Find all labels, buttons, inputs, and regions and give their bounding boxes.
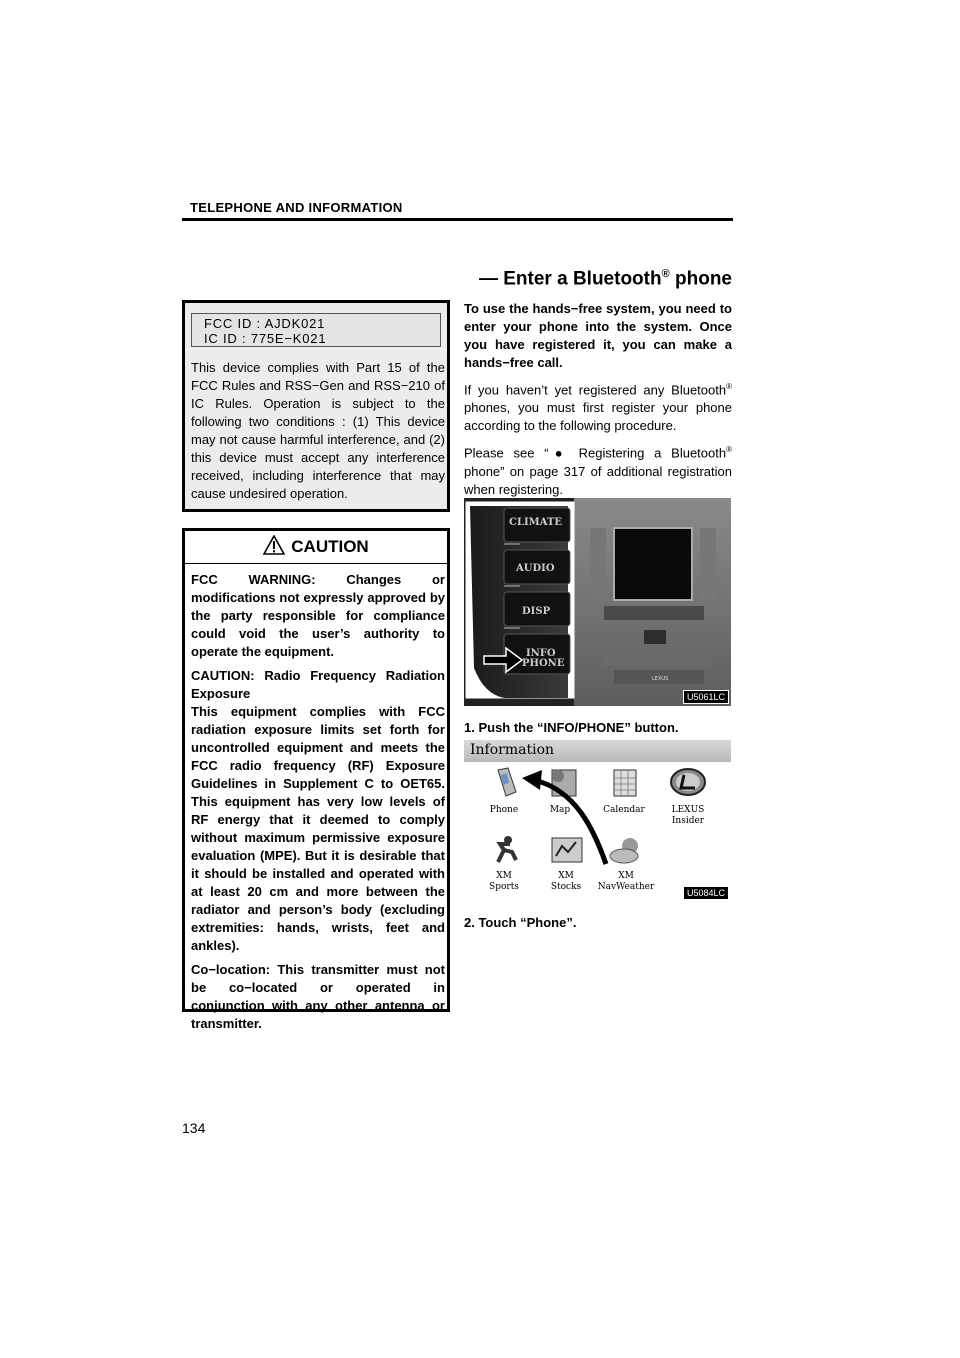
figure-code: U5061LC bbox=[683, 690, 729, 704]
tile-label: XM bbox=[496, 871, 512, 881]
fcc-id-box bbox=[191, 313, 441, 347]
fcc-notice-box bbox=[182, 300, 450, 512]
warning-triangle-icon bbox=[263, 535, 285, 560]
tile-label: LEXUS bbox=[671, 805, 705, 815]
info-label: INFO bbox=[526, 648, 556, 659]
intro-text-column bbox=[464, 300, 732, 505]
heading-suffix: phone bbox=[669, 268, 732, 290]
tile-sublabel: Stocks bbox=[550, 882, 582, 892]
register-text-b: phones, you must first register your phone according to the following procedure. bbox=[464, 400, 732, 434]
co-location: Co−location: This transmitter must not be co−located or operated in conjunction with any other antenna or transmitter. bbox=[191, 962, 445, 1031]
registered-mark: ® bbox=[726, 445, 732, 455]
climate-label: CLIMATE bbox=[509, 517, 563, 528]
information-screen bbox=[464, 740, 731, 902]
register-text-a: If you haven’t yet registered any Bluetooth bbox=[464, 382, 727, 398]
dashboard-illustration bbox=[464, 498, 731, 706]
caution-body bbox=[191, 571, 445, 1039]
tile-label: Phone bbox=[489, 805, 519, 815]
page-number: 134 bbox=[182, 1120, 206, 1136]
rf-exposure-title: CAUTION: Radio Frequency Radiation Exposure bbox=[191, 668, 445, 701]
step-2: 2. Touch “Phone”. bbox=[464, 915, 577, 930]
intro-paragraph: To use the hands−free system, you need to enter your phone into the system. Once you have registered it, you can make a hands−free call. bbox=[464, 301, 732, 370]
tile-label: XM bbox=[618, 871, 634, 881]
information-title: Information bbox=[470, 742, 555, 758]
disp-label: DISP bbox=[522, 606, 551, 617]
tile-sublabel: Insider bbox=[671, 816, 705, 826]
rf-exposure-text: This equipment complies with FCC radiation exposure limits set forth for uncontrolled equipment and meets the FCC radio frequency (RF) Exposure Guidelines in Supplement C to OET65. This equipment has very low levels of RF energy that it deemed to comply without maximum permissive exposure evaluation (MPE). But it is desirable that it should be installed and operated with at least 20 cm and more between the radiator and person’s body (excluding extremities: hands, wrists, feet and ankles). bbox=[191, 704, 445, 953]
phone-label: PHONE bbox=[522, 658, 565, 669]
tile-sublabel: Sports bbox=[489, 882, 519, 892]
tile-sublabel: NavWeather bbox=[597, 882, 655, 892]
fcc-warning: FCC WARNING: Changes or modifications not expressly approved by the party responsible for compliance could void the user’s authority to operate the equipment. bbox=[191, 572, 445, 659]
bullet-icon: ● bbox=[548, 445, 569, 461]
registered-mark: ® bbox=[661, 268, 670, 280]
curved-arrow-icon bbox=[464, 740, 731, 902]
rf-exposure bbox=[191, 667, 445, 955]
page-heading bbox=[479, 268, 732, 290]
caution-label: CAUTION bbox=[291, 537, 369, 556]
header-rule bbox=[182, 218, 733, 221]
reference-text-c: phone” on page 317 of additional registration when registering. bbox=[464, 463, 732, 497]
reference-text-a: Please see “ bbox=[464, 445, 549, 461]
dashboard-figure bbox=[464, 498, 731, 706]
figure-code: U5084LC bbox=[683, 886, 729, 900]
reference-text-b: Registering a Bluetooth bbox=[568, 445, 727, 461]
brand-label: LEXUS bbox=[652, 676, 669, 682]
audio-label: AUDIO bbox=[516, 563, 555, 574]
step-1: 1. Push the “INFO/PHONE” button. bbox=[464, 720, 679, 735]
caution-box bbox=[182, 528, 450, 1031]
fcc-compliance-text: This device complies with Part 15 of the FCC Rules and RSS−Gen and RSS−210 of IC Rules. Operation is subject to the following two conditions : (1) This device may not cause harmful interference, and (2) this device must accept any interference received, including interference that may cause undesired operation. bbox=[191, 360, 445, 501]
tile-label: Map bbox=[549, 805, 571, 815]
tile-label: Calendar bbox=[603, 805, 645, 815]
reference-paragraph bbox=[464, 441, 732, 498]
heading-prefix: — Enter a Bluetooth bbox=[478, 268, 662, 290]
caution-header bbox=[185, 531, 447, 564]
fcc-id: FCC ID : AJDK021 bbox=[204, 316, 326, 331]
section-header: TELEPHONE AND INFORMATION bbox=[190, 200, 403, 215]
ic-id: IC ID : 775E−K021 bbox=[204, 331, 327, 346]
registered-mark: ® bbox=[726, 382, 732, 391]
tile-label: XM bbox=[558, 871, 574, 881]
register-paragraph bbox=[464, 378, 732, 435]
